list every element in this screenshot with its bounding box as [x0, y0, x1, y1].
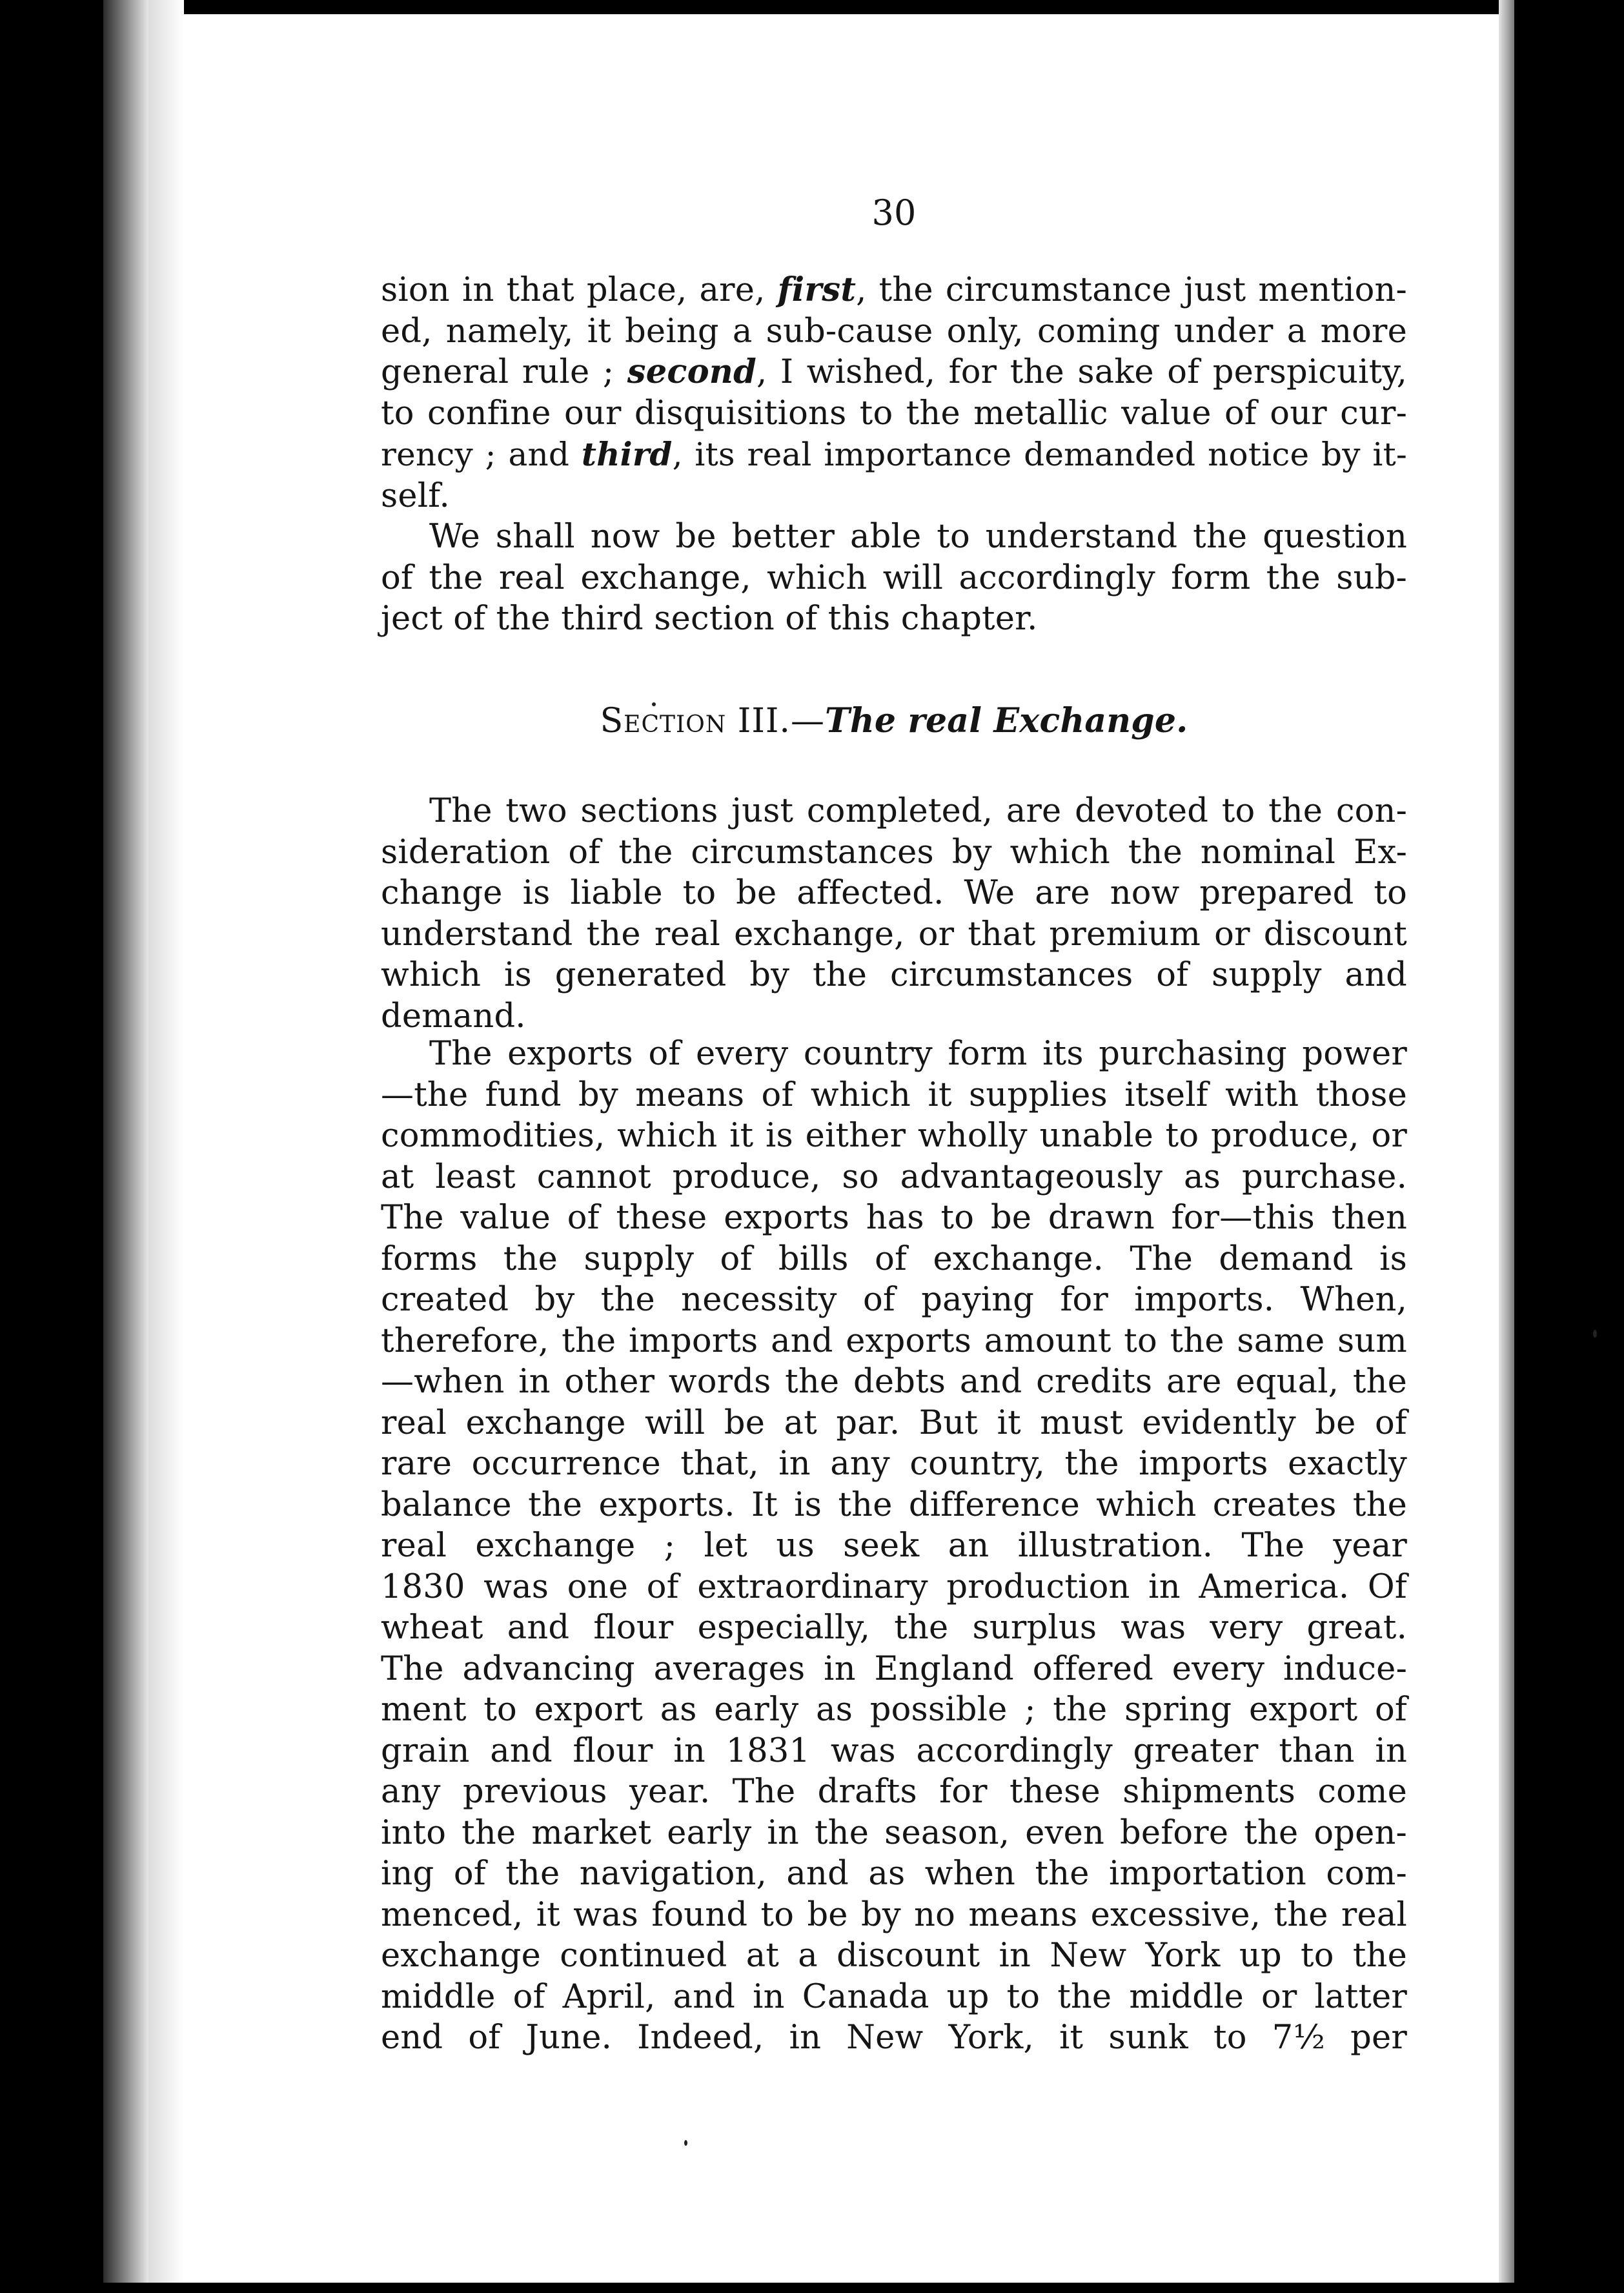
paragraph	[381, 516, 1407, 640]
gutter-shadow	[148, 0, 184, 2293]
section-title: The real Exchange.	[824, 701, 1188, 740]
text-line: ment to export as early as possible ; the spring export of	[381, 1691, 1407, 1729]
scan-border-right	[1514, 0, 1624, 2293]
text-line: to confine our disquisitions to the metallic value of our cur-	[381, 394, 1407, 433]
section-heading	[381, 700, 1407, 742]
text-line: sion in that place, are, first, the circumstance just mention-	[381, 270, 1407, 309]
text-line: of the real exchange, which will accordingly form the sub-	[381, 558, 1407, 597]
scan-border-left	[0, 0, 103, 2293]
text-line: any previous year. The drafts for these shipments come	[381, 1773, 1407, 1811]
text-line: created by the necessity of paying for imports. When,	[381, 1281, 1407, 1319]
text-line: 1830 was one of extraordinary production in America. Of	[381, 1567, 1407, 1606]
text-line: wheat and flour especially, the surplus was very great.	[381, 1609, 1407, 1647]
text-line: The two sections just completed, are devoted to the con-	[429, 792, 1407, 830]
scan-border-bottom	[0, 2283, 1624, 2293]
page-number: 30	[871, 192, 917, 233]
text-line: into the market early in the season, even before the open-	[381, 1813, 1407, 1852]
text-line: —the fund by means of which it supplies itself with those	[381, 1075, 1407, 1114]
text-line: balance the exports. It is the difference which creates the	[381, 1485, 1407, 1524]
continued-paragraph	[381, 270, 1407, 516]
text-line: real exchange ; let us seek an illustration. The year	[381, 1527, 1407, 1565]
text-line: at least cannot produce, so advantageously as purchase.	[381, 1157, 1407, 1196]
text-line: demand.	[381, 997, 526, 1035]
text-line: menced, it was found to be by no means excessive, the real	[381, 1895, 1407, 1934]
scan-border-top	[0, 0, 1624, 14]
text-line: ing of the navigation, and as when the importation com-	[381, 1855, 1407, 1893]
text-line: sideration of the circumstances by which the nominal Ex-	[381, 833, 1407, 871]
text-line: understand the real exchange, or that premium or discount	[381, 915, 1407, 953]
text-line: rare occurrence that, in any country, the imports exactly	[381, 1445, 1407, 1483]
text-line: The value of these exports has to be drawn for—this then	[381, 1199, 1407, 1237]
text-line: rency ; and third, its real importance demanded notice by it-	[381, 435, 1408, 473]
text-line: self.	[381, 476, 450, 515]
text-line: exchange continued at a discount in New York up to the	[381, 1937, 1407, 1975]
text-line: The advancing averages in England offered every induce-	[381, 1649, 1407, 1688]
page-fold-right	[1499, 0, 1514, 2293]
text-line: We shall now be better able to understand the question	[429, 518, 1407, 556]
section-label: Section III.—	[600, 702, 825, 740]
text-line: forms the supply of bills of exchange. The demand is	[381, 1239, 1407, 1278]
text-line: end of June. Indeed, in New York, it sunk to 7½ per	[381, 2019, 1407, 2057]
dust-speck	[1593, 1330, 1597, 1338]
text-line: The exports of every country form its purchasing power	[429, 1035, 1407, 1073]
text-line: change is liable to be affected. We are now prepared to	[381, 874, 1407, 912]
book-gutter	[103, 0, 148, 2293]
text-page	[381, 194, 1407, 2066]
text-line: commodities, which it is either wholly unable to produce, or	[381, 1117, 1407, 1155]
paragraph	[381, 1034, 1407, 2059]
text-line: ed, namely, it being a sub-cause only, coming under a more	[381, 312, 1407, 351]
text-line: —when in other words the debts and credits are equal, the	[381, 1363, 1407, 1401]
text-line: middle of April, and in Canada up to the middle or latter	[381, 1977, 1407, 2016]
text-line: general rule ; second, I wished, for the sake of perspicuity,	[381, 352, 1407, 391]
text-line: ject of the third section of this chapter.	[381, 600, 1038, 638]
text-line: real exchange will be at par. But it must evidently be of	[381, 1403, 1407, 1442]
text-line: which is generated by the circumstances of supply and	[381, 956, 1407, 994]
paragraph	[381, 791, 1407, 1037]
text-line: therefore, the imports and exports amount to the same sum	[381, 1321, 1407, 1360]
text-line: grain and flour in 1831 was accordingly greater than in	[381, 1731, 1407, 1770]
dust-speck	[684, 2140, 687, 2146]
